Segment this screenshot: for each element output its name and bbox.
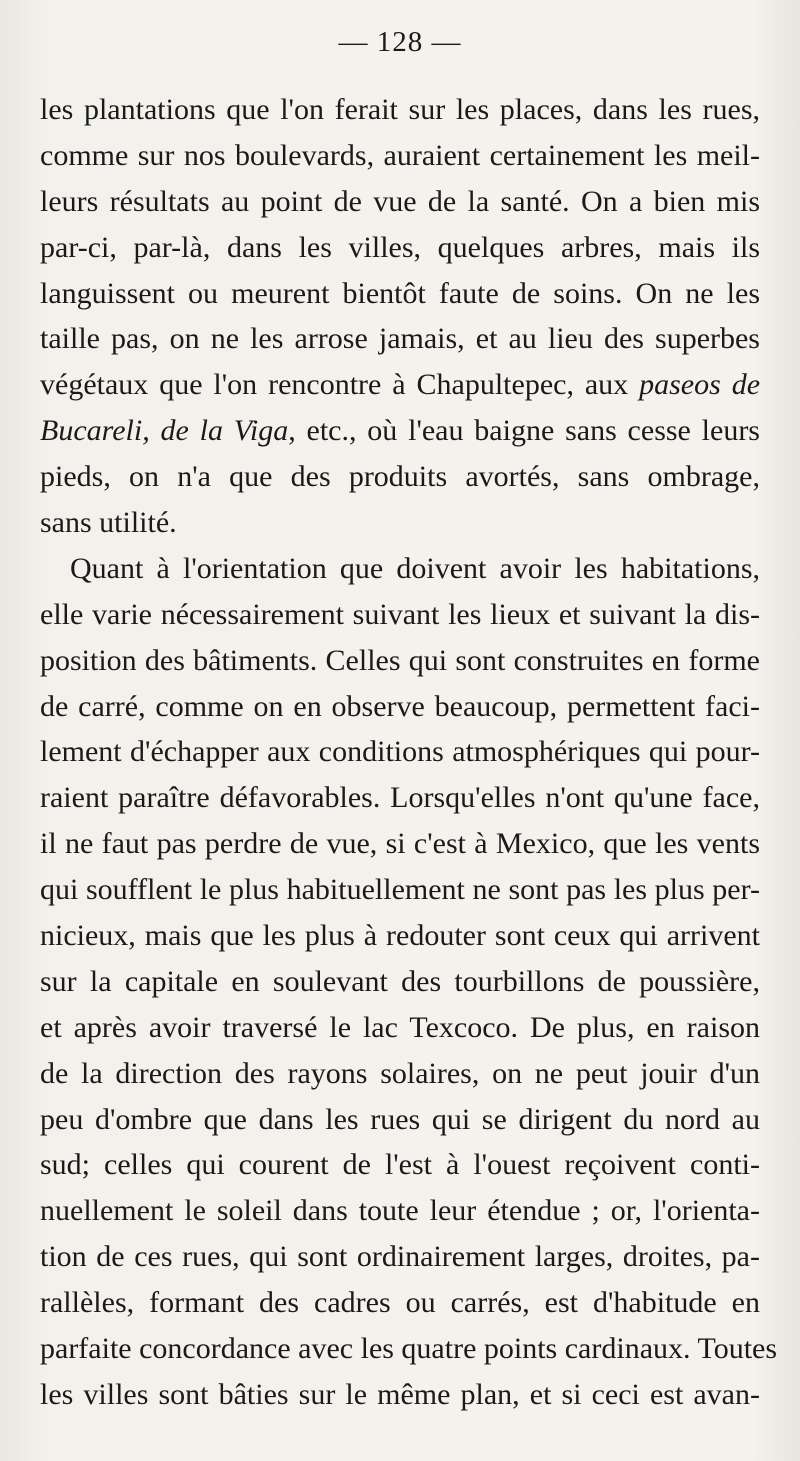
text-line: rallèles, formant des cadres ou carrés, est d'habitude en xyxy=(40,1286,760,1320)
page-number: — 128 — xyxy=(338,26,462,58)
text-line xyxy=(40,362,760,408)
text-line: tion de ces rues, qui sont ordinairement larges, droites, pa- xyxy=(40,1240,760,1274)
text-line: languissent ou meurent bientôt faute de soins. On ne les xyxy=(40,276,760,310)
text-line: de la direction des rayons solaires, on ne peut jouir d'un xyxy=(40,1056,760,1090)
text-line: parfaite concordance avec les quatre points cardinaux. Toutes xyxy=(40,1332,778,1366)
italic-text-run: Bucareli, de la Viga xyxy=(40,414,289,448)
text-line: les plantations que l'on ferait sur les places, dans les rues, xyxy=(40,93,760,126)
text-line: lement d'échapper aux conditions atmosphériques qui pour- xyxy=(40,735,760,769)
text-line: et après avoir traversé le lac Texcoco. De plus, en raison xyxy=(40,1010,760,1044)
text-line: taille pas, on ne les arrose jamais, et au lieu des superbes xyxy=(40,322,760,356)
text-line: comme sur nos boulevards, auraient certainement les meil- xyxy=(40,138,760,172)
text-line: par-ci, par-là, dans les villes, quelques arbres, mais ils xyxy=(40,230,760,264)
text-line xyxy=(40,408,760,454)
italic-text-run: paseos de xyxy=(639,368,761,402)
text-line: Quant à l'orientation que doivent avoir les habitations, xyxy=(70,551,760,585)
text-line: nicieux, mais que les plus à redouter sont ceux qui arrivent xyxy=(40,919,760,953)
text-run: végétaux que l'on rencontre à Chapultepec, aux xyxy=(40,368,640,402)
text-line: nuellement le soleil dans toute leur étendue ; or, l'orienta- xyxy=(40,1194,760,1228)
text-line: sur la capitale en soulevant des tourbillons de poussière, xyxy=(40,964,760,998)
text-line: pieds, on n'a que des produits avortés, sans ombrage, xyxy=(40,460,760,494)
text-line: qui soufflent le plus habituellement ne sont pas les plus per- xyxy=(40,873,760,907)
text-line: elle varie nécessairement suivant les lieux et suivant la dis- xyxy=(40,597,760,631)
paragraph xyxy=(40,546,778,1418)
text-line: peu d'ombre que dans les rues qui se dirigent du nord au xyxy=(40,1102,760,1136)
text-line: de carré, comme on en observe beaucoup, permettent faci- xyxy=(40,689,760,723)
text-line: les villes sont bâties sur le même plan, et si ceci est avan- xyxy=(40,1377,760,1411)
text-run: , etc., où l'eau baigne sans cesse leurs xyxy=(288,414,760,448)
text-line: leurs résultats au point de vue de la santé. On a bien mis xyxy=(40,184,760,218)
paragraph xyxy=(40,87,760,546)
body-text xyxy=(40,87,778,1418)
text-line: raient paraître défavorables. Lorsqu'elles n'ont qu'une face, xyxy=(40,781,760,815)
text-line: sud; celles qui courent de l'est à l'ouest reçoivent conti- xyxy=(40,1148,760,1182)
text-line: il ne faut pas perdre de vue, si c'est à Mexico, que les vents xyxy=(40,827,760,861)
text-line: sans utilité. xyxy=(40,506,177,540)
text-line: position des bâtiments. Celles qui sont construites en forme xyxy=(40,643,760,677)
